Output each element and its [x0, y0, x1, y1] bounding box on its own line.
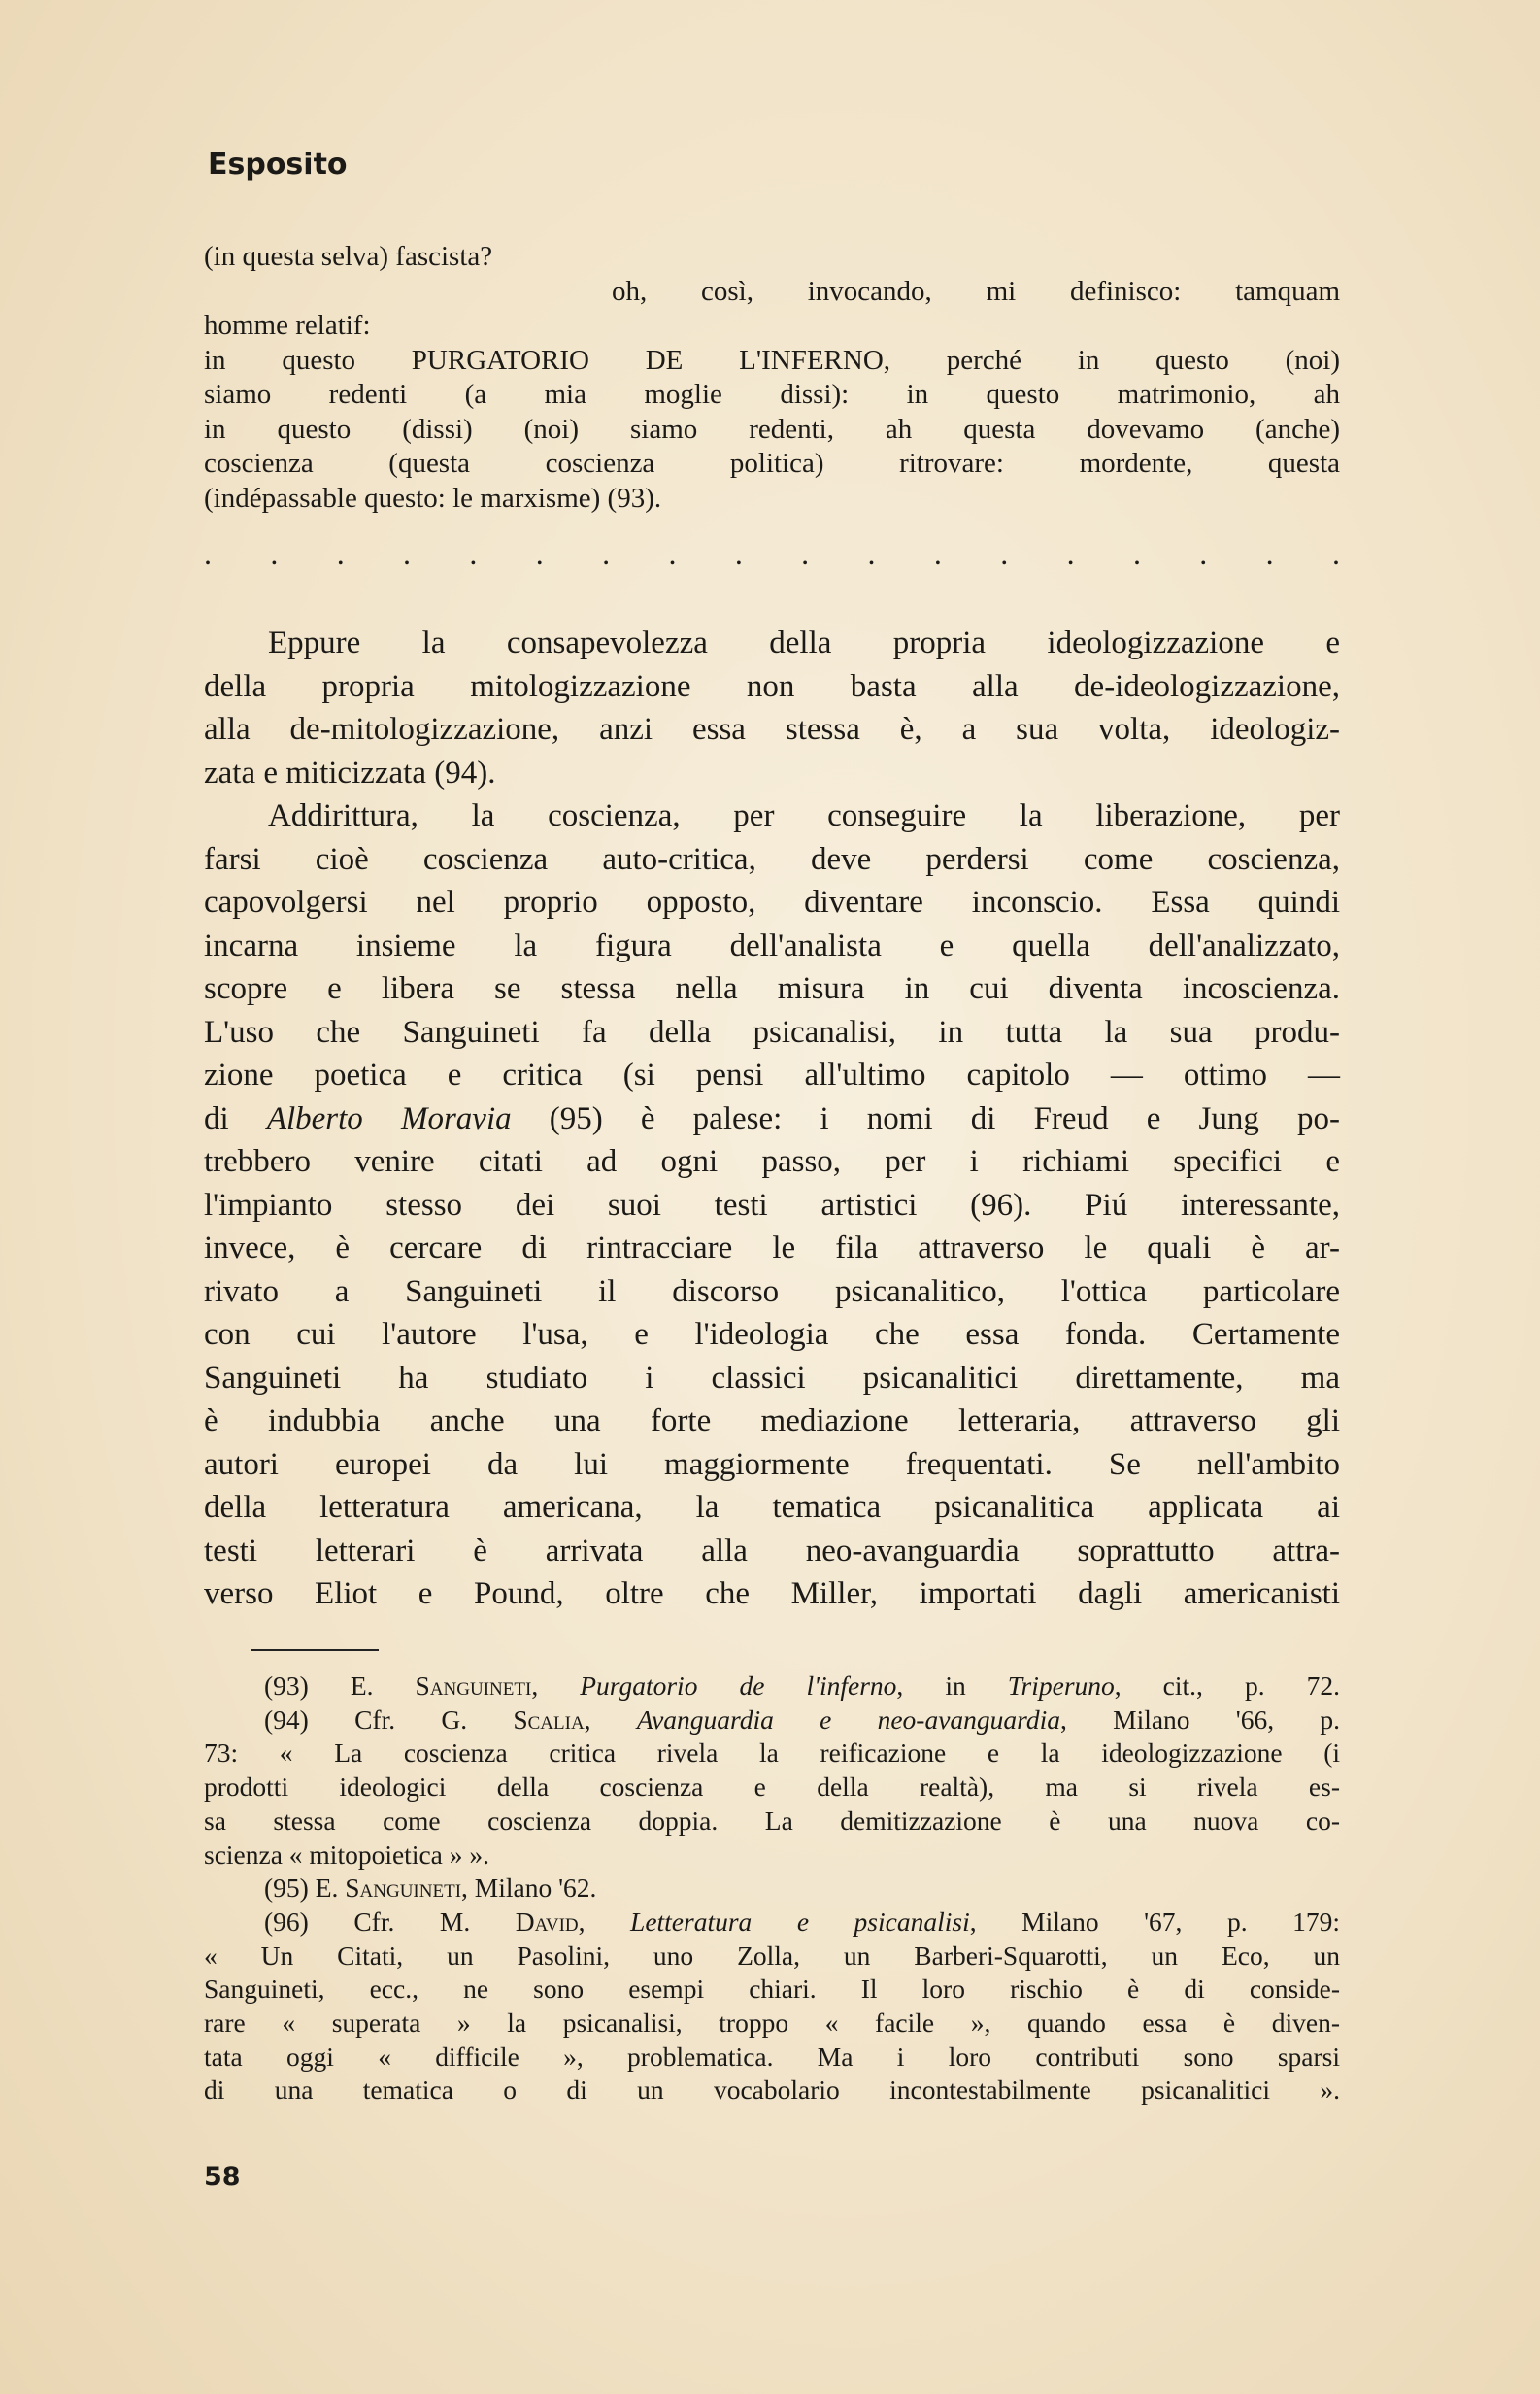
body-line: testi letterari è arrivata alla neo-avanguardia soprattutto attra-: [204, 1533, 1340, 1568]
ellipsis-divider: . . . . . . . . . . . . . . . . . .: [204, 536, 1340, 571]
note-author: Sanguineti: [415, 1670, 532, 1701]
poem-quotation: [204, 240, 1340, 516]
note-author: David: [515, 1905, 579, 1937]
text-run: , Milano '67, p. 179:: [969, 1905, 1340, 1937]
poem-line: oh, così, invocando, mi definisco: tamquam: [612, 275, 1340, 307]
poem-line: coscienza (questa coscienza politica) ritrovare: mordente, questa: [204, 448, 1340, 479]
text-run: (95) è palese: i nomi di Freud e Jung po-: [511, 1100, 1340, 1136]
body-line: farsi cioè coscienza auto-critica, deve perdersi come coscienza,: [204, 841, 1340, 877]
body-line: zata e miticizzata (94).: [204, 755, 496, 791]
footnote-line: tata oggi « difficile », problematica. Ma i loro contributi sono sparsi: [204, 2040, 1340, 2072]
footnote-line: « Un Citati, un Pasolini, uno Zolla, un Barberi-Squarotti, un Eco, un: [204, 1939, 1340, 1971]
text-run: , in: [896, 1670, 1008, 1701]
note-title: Purgatorio de l'inferno: [580, 1670, 897, 1701]
footnote-line: sa stessa come coscienza doppia. La demitizzazione è una nuova co-: [204, 1804, 1340, 1836]
note-number: (94) Cfr. G.: [264, 1703, 514, 1735]
poem-line: in questo PURGATORIO DE L'INFERNO, perché in questo (noi): [204, 344, 1340, 376]
note-title: Letteratura e psicanalisi: [630, 1905, 970, 1937]
poem-line: siamo redenti (a mia moglie dissi): in questo matrimonio, ah: [204, 379, 1340, 410]
body-line: della propria mitologizzazione non basta alla de-ideologizzazione,: [204, 668, 1340, 704]
footnotes: [204, 1669, 1340, 2107]
body-line: autori europei da lui maggiormente frequentati. Se nell'ambito: [204, 1446, 1340, 1482]
footnote-96: [204, 1905, 1340, 1939]
footnote-rule: [251, 1649, 379, 1651]
text-run: , Milano '62.: [461, 1872, 597, 1904]
body-line: Eppure la consapevolezza della propria ideologizzazione e: [268, 625, 1340, 660]
cited-title: Alberto Moravia: [266, 1100, 512, 1136]
footnote-95: [204, 1871, 1340, 1905]
poem-line: in questo (dissi) (noi) siamo redenti, ah questa dovevamo (anche): [204, 413, 1340, 445]
footnote-94: [204, 1703, 1340, 1737]
text-run: , Milano '66, p.: [1059, 1703, 1341, 1735]
body-line: capovolgersi nel proprio opposto, diventare inconscio. Essa quindi: [204, 885, 1340, 920]
page-number: 58: [204, 2162, 241, 2192]
note-author: Sanguineti: [345, 1872, 462, 1904]
body-line: trebbero venire citati ad ogni passo, per i richiami specifici e: [204, 1144, 1340, 1179]
body-line: incarna insieme la figura dell'analista e quella dell'analizzato,: [204, 927, 1340, 963]
body-line: rivato a Sanguineti il discorso psicanalitico, l'ottica particolare: [204, 1273, 1340, 1309]
text-run: ,: [578, 1905, 631, 1937]
body-line: l'impianto stesso dei suoi testi artistici (96). Piú interessante,: [204, 1187, 1340, 1223]
body-line: Sanguineti ha studiato i classici psicanalitici direttamente, ma: [204, 1360, 1340, 1396]
footnote-line: 73: « La coscienza critica rivela la reificazione e la ideologizzazione (i: [204, 1737, 1340, 1769]
note-title: Triperuno: [1007, 1670, 1115, 1701]
note-title: Avanguardia e neo-avanguardia: [636, 1703, 1060, 1735]
poem-line: (indépassable questo: le marxisme) (93).: [204, 482, 662, 514]
body-line: con cui l'autore l'usa, e l'ideologia che essa fonda. Certamente: [204, 1317, 1340, 1352]
poem-line: (in questa selva) fascista?: [204, 241, 493, 272]
footnote-line: Sanguineti, ecc., ne sono esempi chiari. Il loro rischio è di conside-: [204, 1973, 1340, 2005]
footnote-line: prodotti ideologici della coscienza e della realtà), ma si rivela es-: [204, 1771, 1340, 1803]
note-number: (95) E.: [264, 1872, 346, 1904]
body-text: [204, 622, 1340, 1616]
footnote-93: [204, 1669, 1340, 1703]
body-line: invece, è cercare di rintracciare le fila attraverso le quali è ar-: [204, 1231, 1340, 1265]
note-number: (96) Cfr. M.: [264, 1905, 516, 1937]
body-line: della letteratura americana, la tematica psicanalitica applicata ai: [204, 1490, 1340, 1525]
body-line: L'uso che Sanguineti fa della psicanalisi, in tutta la sua produ-: [204, 1014, 1340, 1050]
body-line: Addirittura, la coscienza, per conseguire la liberazione, per: [268, 798, 1340, 833]
body-line: [204, 1097, 1340, 1141]
poem-line: homme relatif:: [204, 310, 371, 341]
body-line: alla de-mitologizzazione, anzi essa stessa è, a sua volta, ideologiz-: [204, 712, 1340, 747]
text-run: ,: [531, 1670, 581, 1701]
footnote-line: rare « superata » la psicanalisi, troppo « facile », quando essa è diven-: [204, 2007, 1340, 2039]
text-run: di: [204, 1100, 267, 1136]
text-run: , cit., p. 72.: [1114, 1670, 1340, 1701]
body-line: scopre e libera se stessa nella misura in cui diventa incoscienza.: [204, 971, 1340, 1006]
note-number: (93) E.: [264, 1670, 416, 1701]
running-header-author: Esposito: [208, 148, 348, 182]
note-author: Scalia: [513, 1703, 585, 1735]
footnote-line: di una tematica o di un vocabolario incontestabilmente psicanalitici ».: [204, 2074, 1340, 2106]
body-line: è indubbia anche una forte mediazione letteraria, attraverso gli: [204, 1403, 1340, 1438]
footnote-line: scienza « mitopoietica » ».: [204, 1838, 490, 1870]
text-run: ,: [584, 1703, 637, 1735]
body-line: verso Eliot e Pound, oltre che Miller, importati dagli americanisti: [204, 1576, 1340, 1611]
body-line: zione poetica e critica (si pensi all'ultimo capitolo — ottimo —: [204, 1058, 1340, 1093]
